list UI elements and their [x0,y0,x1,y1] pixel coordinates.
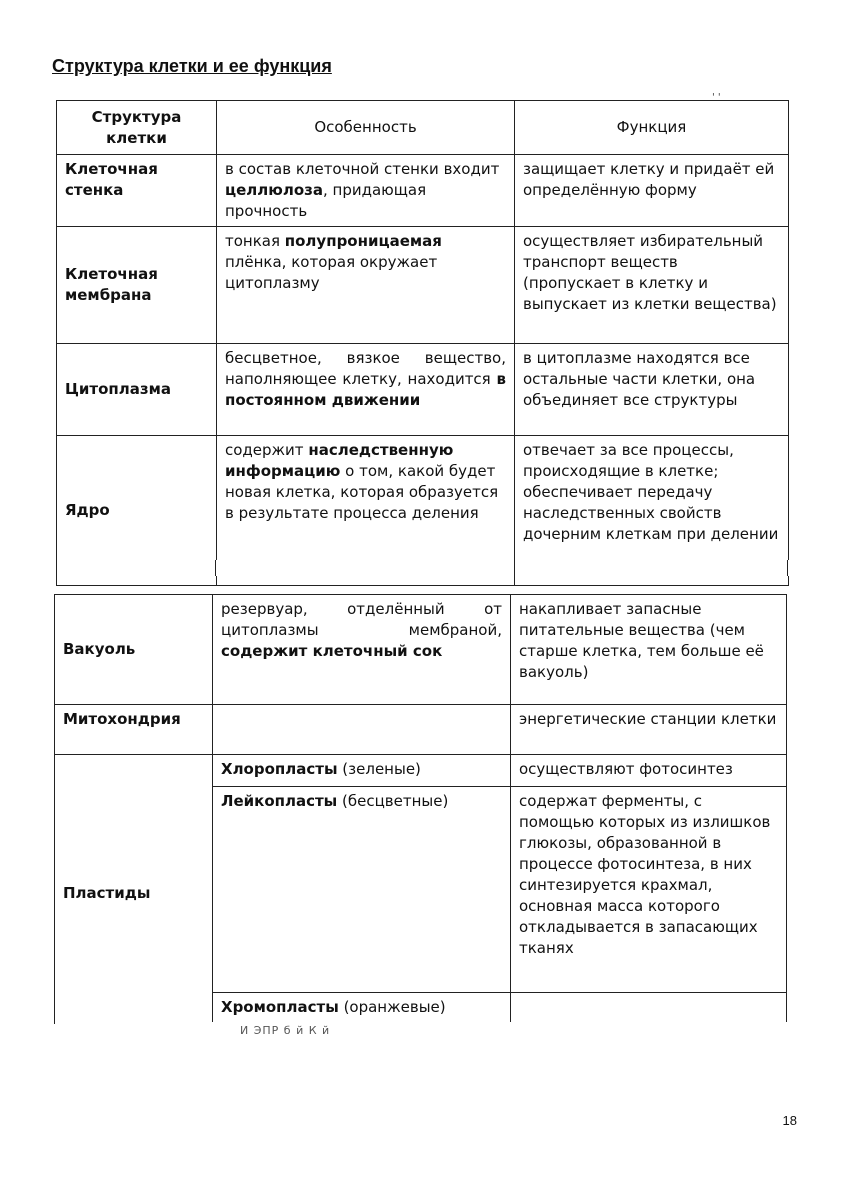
page-title: Структура клетки и ее функция [52,56,332,76]
table-1-stub [56,560,57,576]
row-function: энергетические станции клетки [511,705,787,755]
row-function: в цитоплазме находятся все остальные части клетки, она объединяет все структуры [515,344,789,436]
header-structure: Структура клетки [57,101,217,155]
header-feature: Особенность [217,101,515,155]
row-name: Митохондрия [55,705,213,755]
row-feature: бесцветное, вязкое вещество, наполняющее клетку, находится в постоянном движении [217,344,515,436]
page-number: 18 [782,1113,797,1128]
row-function: содержат ферменты, с помощью которых из излишков глюкозы, образованной в процессе фотосинтеза, в них синтезируется крахмал, основная масса которого откладывается в запасающих тканях [511,787,787,993]
table-1-crop [56,560,790,576]
table-row [55,595,787,705]
row-name: Пластиды [55,755,213,1033]
table-2-stub [54,1022,55,1024]
table-1-stub [787,560,788,576]
cell-structure-table-2 [54,594,787,1033]
row-feature: резервуар, отделённый от цитоплазмы мембраной, содержит клеточный сок [213,595,511,705]
table-1-stub [215,560,216,576]
table-row [55,755,787,787]
table-row [57,155,789,227]
table-row [57,344,789,436]
row-feature [213,705,511,755]
corner-mark: ' ' [712,92,721,103]
table-row [57,227,789,344]
table-2-crop [54,1022,789,1034]
row-function: накапливает запасные питательные вещества (чем старше клетка, тем больше её вакуоль) [511,595,787,705]
row-name: Клеточная мембрана [57,227,217,344]
cut-off-text-fragment: И ЭПР б й К й [240,1024,331,1037]
row-name: Клеточная стенка [57,155,217,227]
row-name: Цитоплазма [57,344,217,436]
header-function: Функция [515,101,789,155]
row-function: осуществляют фотосинтез [511,755,787,787]
cell-structure-table-1 [56,100,789,586]
row-name: Вакуоль [55,595,213,705]
row-function: отвечает за все процессы, происходящие в клетке; обеспечивает передачу наследственных свойств дочерним клеткам при делении [515,436,789,586]
row-feature: в состав клеточной стенки входит целлюлоза, придающая прочность [217,155,515,227]
table-row [55,705,787,755]
row-name: Ядро [57,436,217,586]
row-function: осуществляет избирательный транспорт веществ (пропускает в клетку и выпускает из клетки вещества) [515,227,789,344]
row-feature: тонкая полупроницаемая плёнка, которая окружает цитоплазму [217,227,515,344]
row-feature: содержит наследственную информацию о том, какой будет новая клетка, которая образуется в результате процесса деления [217,436,515,586]
plastid-type: Хлоропласты (зеленые) [213,755,511,787]
row-function: защищает клетку и придаёт ей определённую форму [515,155,789,227]
plastid-type: Хромопласты (оранжевые) [213,993,511,1033]
table-1-stub [514,560,515,576]
plastid-type: Лейкопласты (бесцветные) [213,787,511,993]
